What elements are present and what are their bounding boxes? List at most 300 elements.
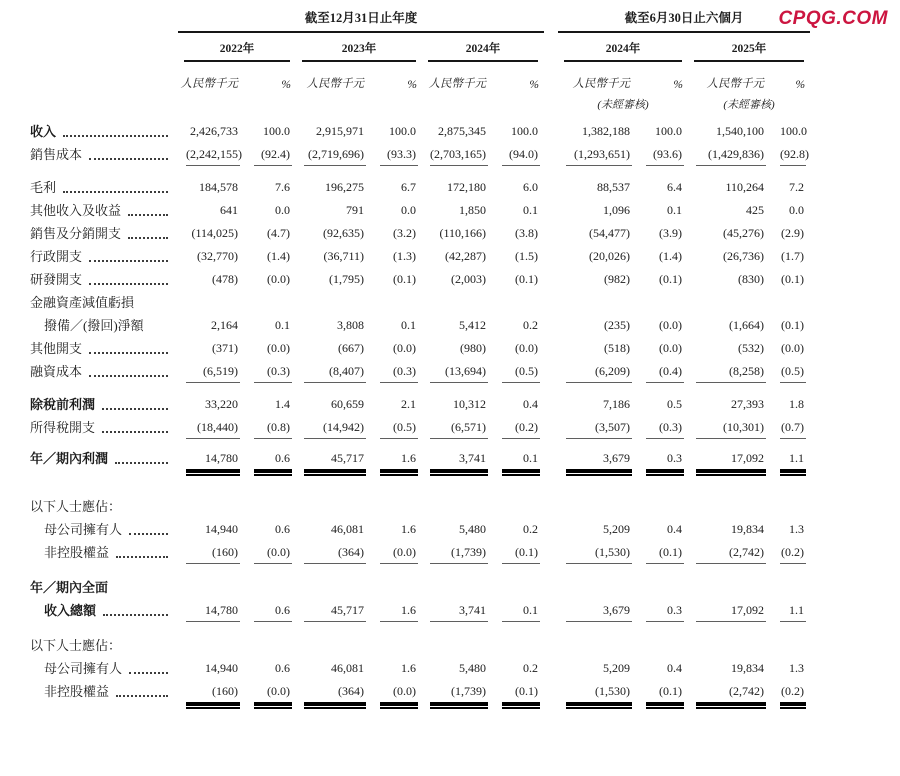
dot-leader — [115, 462, 168, 464]
value-cell — [688, 634, 766, 657]
year-header-row — [26, 33, 810, 62]
value-cell: 791 — [346, 203, 364, 217]
table-row — [26, 416, 810, 441]
percent-cell: (0.5) — [366, 416, 422, 441]
percent-cell — [366, 291, 422, 314]
spacer-row — [26, 385, 810, 393]
row-label — [26, 120, 178, 142]
unit-label: 人民幣千元 — [306, 78, 364, 90]
value-cell — [558, 576, 632, 599]
percent-cell — [240, 576, 296, 599]
value-cell — [688, 495, 766, 518]
percent-cell: 7.6 — [275, 180, 290, 194]
percent-cell — [766, 576, 810, 599]
value-cell: (1,293,651) — [558, 143, 632, 168]
row-label — [26, 199, 178, 221]
value-cell: (2,242,155) — [178, 143, 240, 168]
percent-cell — [632, 576, 688, 599]
percent-cell: 0.1 — [523, 203, 539, 217]
value-cell: (3,507) — [558, 416, 632, 441]
dot-leader — [116, 556, 168, 558]
value-cell: (14,942) — [296, 416, 366, 441]
table-row — [26, 314, 810, 337]
group-gap-cell — [544, 576, 558, 599]
percent-cell — [366, 634, 422, 657]
table-row — [26, 657, 810, 680]
percent-cell: (1.4) — [659, 249, 683, 263]
row-label-text: 撥備／(撥回)淨額 — [44, 318, 144, 333]
value-cell: 1,096 — [603, 203, 631, 217]
row-label-text: 收入 — [30, 124, 57, 139]
row-label-text: 年／期內利潤 — [30, 451, 109, 466]
row-label — [26, 447, 178, 469]
value-cell: 2,426,733 — [190, 124, 238, 138]
percent-cell: (0.1) — [781, 318, 805, 332]
value-cell: 46,081 — [331, 661, 364, 675]
percent-cell — [632, 495, 688, 518]
value-cell: (160) — [178, 541, 240, 566]
row-label — [26, 634, 178, 656]
row-label — [26, 176, 178, 198]
table-row — [26, 680, 810, 708]
table-row — [26, 518, 810, 541]
percent-cell: (0.1) — [515, 272, 539, 286]
group-gap-cell — [544, 120, 558, 143]
row-label — [26, 337, 178, 359]
value-cell: (42,287) — [445, 249, 486, 263]
spacer-row — [26, 475, 810, 495]
percent-cell: 0.5 — [667, 397, 683, 411]
value-cell: (371) — [212, 341, 238, 355]
value-cell: 3,808 — [337, 318, 364, 332]
value-cell: (32,770) — [197, 249, 238, 263]
table-row — [26, 268, 810, 291]
value-cell: 10,312 — [453, 397, 486, 411]
value-cell — [296, 291, 366, 314]
value-cell: (2,742) — [688, 680, 766, 708]
percent-label: % — [673, 79, 684, 91]
percent-cell: (0.1) — [632, 541, 688, 566]
value-cell: (36,711) — [323, 249, 364, 263]
percent-cell: (1.7) — [781, 249, 805, 263]
dot-leader — [103, 614, 168, 616]
value-cell: (980) — [460, 341, 486, 355]
row-label-text: 收入總額 — [44, 603, 97, 618]
percent-cell: 1.6 — [401, 661, 416, 675]
group-gap-cell — [544, 222, 558, 245]
percent-cell: 1.6 — [366, 447, 422, 475]
percent-cell: 0.1 — [667, 203, 683, 217]
percent-cell: 0.4 — [523, 397, 539, 411]
col-group-interim — [558, 4, 810, 33]
row-label — [26, 576, 178, 598]
value-cell: (532) — [738, 341, 765, 355]
value-cell: 1,382,188 — [582, 124, 631, 138]
percent-cell — [488, 495, 544, 518]
row-label-text: 銷售及分銷開支 — [30, 226, 122, 241]
percent-cell — [240, 495, 296, 518]
value-cell: 110,264 — [725, 180, 765, 194]
table-header — [26, 4, 810, 120]
value-cell — [296, 634, 366, 657]
value-cell: 17,092 — [688, 447, 766, 475]
year-header-2022: 2022年 — [178, 33, 296, 62]
percent-cell: 100.0 — [263, 124, 290, 138]
percent-cell: (0.0) — [781, 341, 805, 355]
value-cell: (13,694) — [422, 360, 488, 385]
percent-cell: (3.8) — [515, 226, 539, 240]
percent-cell: 1.6 — [401, 522, 416, 536]
value-cell: (1,530) — [558, 541, 632, 566]
row-label-text: 研發開支 — [30, 272, 83, 287]
unaudited-row — [26, 93, 810, 120]
group-gap-cell — [544, 176, 558, 199]
watermark: CPQG.COM — [778, 8, 888, 29]
group-gap-cell — [544, 518, 558, 541]
table-row — [26, 393, 810, 416]
table-row — [26, 541, 810, 566]
value-cell: (114,025) — [191, 226, 238, 240]
value-cell: (1,739) — [422, 680, 488, 708]
table-row — [26, 291, 810, 314]
value-cell — [422, 495, 488, 518]
dot-leader — [102, 408, 168, 410]
unaudited-label: (未經審核) — [597, 99, 649, 111]
percent-cell — [366, 576, 422, 599]
group-gap-cell — [544, 680, 558, 708]
value-cell — [558, 291, 632, 314]
value-cell: (1,530) — [558, 680, 632, 708]
percent-cell: 0.6 — [275, 522, 290, 536]
value-cell: 3,679 — [558, 447, 632, 475]
financial-table — [26, 4, 810, 722]
percent-cell: (92.4) — [240, 143, 296, 168]
table-row — [26, 495, 810, 518]
value-cell: (92,635) — [323, 226, 364, 240]
table-row — [26, 143, 810, 168]
value-cell: 2,915,971 — [316, 124, 364, 138]
value-cell: 7,186 — [603, 397, 631, 411]
value-cell: 19,834 — [731, 522, 765, 536]
col-group-title: 截至6月30日止六個月 — [558, 8, 810, 33]
spacer-row — [26, 566, 810, 576]
percent-cell: 0.1 — [488, 447, 544, 475]
table-row — [26, 199, 810, 222]
value-cell: (830) — [738, 272, 765, 286]
value-cell: (110,166) — [439, 226, 486, 240]
percent-cell: (0.0) — [659, 341, 683, 355]
value-cell — [558, 495, 632, 518]
percent-cell — [632, 291, 688, 314]
group-header-row — [26, 4, 810, 33]
dot-leader — [129, 533, 168, 535]
percent-cell: (2.9) — [781, 226, 805, 240]
percent-cell: (0.0) — [393, 341, 416, 355]
value-cell: 17,092 — [688, 599, 766, 624]
percent-cell — [240, 291, 296, 314]
percent-cell — [240, 634, 296, 657]
percent-cell: (0.0) — [366, 541, 422, 566]
group-gap-cell — [544, 447, 558, 475]
dot-leader — [128, 237, 168, 239]
row-label — [26, 599, 178, 621]
percent-cell: 0.2 — [523, 661, 539, 675]
percent-cell: 1.1 — [766, 599, 810, 624]
value-cell: (18,440) — [178, 416, 240, 441]
percent-cell: (0.1) — [488, 541, 544, 566]
value-cell: (26,736) — [723, 249, 765, 263]
percent-cell: 1.1 — [766, 447, 810, 475]
percent-cell: (0.0) — [515, 341, 539, 355]
value-cell: 27,393 — [731, 397, 765, 411]
value-cell — [422, 634, 488, 657]
row-label-text: 毛利 — [30, 180, 57, 195]
value-cell: (982) — [604, 272, 631, 286]
row-label-text: 行政開支 — [30, 249, 83, 264]
table-row — [26, 634, 810, 657]
percent-cell: (0.2) — [766, 680, 810, 708]
row-label — [26, 268, 178, 290]
unit-label: 人民幣千元 — [428, 78, 486, 90]
group-gap-cell — [544, 657, 558, 680]
percent-cell: 1.4 — [275, 397, 290, 411]
value-cell — [296, 576, 366, 599]
dot-leader — [89, 158, 168, 160]
percent-cell: 0.1 — [488, 599, 544, 624]
year-header-2023: 2023年 — [296, 33, 422, 62]
value-cell: 3,741 — [422, 599, 488, 624]
row-label-text: 金融資產減值虧損 — [30, 295, 135, 310]
value-cell: (364) — [296, 541, 366, 566]
row-label — [26, 657, 178, 679]
label-column-header — [26, 4, 178, 33]
percent-cell: (1.5) — [515, 249, 539, 263]
percent-cell — [488, 634, 544, 657]
percent-cell: 1.3 — [789, 661, 805, 675]
percent-cell: (0.1) — [781, 272, 805, 286]
dot-leader — [63, 135, 168, 137]
percent-cell: (3.9) — [659, 226, 683, 240]
row-label-text: 所得稅開支 — [30, 420, 96, 435]
row-label — [26, 541, 178, 563]
percent-cell: (93.3) — [366, 143, 422, 168]
value-cell: 14,780 — [178, 447, 240, 475]
value-cell: (2,742) — [688, 541, 766, 566]
value-cell: (6,571) — [422, 416, 488, 441]
table-row — [26, 599, 810, 624]
group-gap-cell — [544, 599, 558, 624]
value-cell: 60,659 — [331, 397, 364, 411]
value-cell: 196,275 — [325, 180, 364, 194]
percent-cell: (0.1) — [659, 272, 683, 286]
value-cell: 14,940 — [205, 661, 238, 675]
row-label — [26, 416, 178, 438]
unit-header-row — [26, 62, 810, 93]
table-row — [26, 337, 810, 360]
value-cell: 45,717 — [296, 447, 366, 475]
value-cell: (364) — [296, 680, 366, 708]
percent-cell: (93.6) — [632, 143, 688, 168]
row-label-text: 母公司擁有人 — [44, 522, 123, 537]
dot-leader — [89, 352, 168, 354]
value-cell: (235) — [604, 318, 631, 332]
dot-leader — [102, 431, 168, 433]
percent-cell: 0.1 — [275, 318, 290, 332]
percent-cell: (0.4) — [632, 360, 688, 385]
value-cell: 425 — [746, 203, 765, 217]
dot-leader — [116, 695, 168, 697]
table-row — [26, 176, 810, 199]
value-cell: (45,276) — [723, 226, 765, 240]
percent-cell — [766, 634, 810, 657]
row-label — [26, 495, 178, 517]
value-cell: 641 — [220, 203, 238, 217]
group-gap-cell — [544, 634, 558, 657]
percent-cell: (0.0) — [240, 541, 296, 566]
value-cell: (8,258) — [688, 360, 766, 385]
unit-label: 人民幣千元 — [706, 78, 765, 90]
row-label — [26, 393, 178, 415]
dot-leader — [89, 260, 168, 262]
percent-cell: (0.3) — [632, 416, 688, 441]
spacer-row — [26, 168, 810, 176]
group-gap-cell — [544, 541, 558, 566]
value-cell: (10,301) — [688, 416, 766, 441]
percent-label: % — [529, 79, 540, 91]
percent-cell: 100.0 — [389, 124, 416, 138]
percent-cell: 0.2 — [523, 318, 539, 332]
percent-cell: (1.3) — [393, 249, 416, 263]
row-label — [26, 360, 178, 382]
row-label — [26, 222, 178, 244]
value-cell: 1,540,100 — [716, 124, 765, 138]
group-gap-cell — [544, 143, 558, 168]
percent-cell: (0.5) — [766, 360, 810, 385]
value-cell: 2,875,345 — [438, 124, 486, 138]
percent-cell: (0.0) — [267, 272, 290, 286]
percent-cell: 100.0 — [655, 124, 683, 138]
percent-cell: 100.0 — [511, 124, 539, 138]
row-label — [26, 680, 178, 702]
percent-label: % — [407, 79, 417, 91]
percent-cell: 0.0 — [275, 203, 290, 217]
value-cell: (2,003) — [451, 272, 486, 286]
group-gap-cell — [544, 360, 558, 385]
percent-cell: (0.0) — [240, 680, 296, 708]
value-cell: (8,407) — [296, 360, 366, 385]
table-row — [26, 222, 810, 245]
percent-cell: 0.0 — [401, 203, 416, 217]
value-cell — [296, 495, 366, 518]
percent-cell: 0.6 — [240, 599, 296, 624]
percent-cell: 6.7 — [401, 180, 416, 194]
row-label-text: 非控股權益 — [44, 545, 110, 560]
col-group-annual — [178, 4, 544, 33]
percent-cell: (0.7) — [766, 416, 810, 441]
percent-label: % — [281, 79, 291, 91]
percent-cell: 0.0 — [789, 203, 805, 217]
value-cell: (20,026) — [589, 249, 631, 263]
percent-cell: (0.0) — [267, 341, 290, 355]
spacer-row — [26, 624, 810, 634]
group-gap-cell — [544, 495, 558, 518]
row-label-text: 年／期內全面 — [30, 580, 109, 595]
percent-cell: 1.8 — [789, 397, 805, 411]
col-group-title: 截至12月31日止年度 — [178, 8, 544, 33]
value-cell: 5,209 — [603, 661, 631, 675]
value-cell: (2,719,696) — [296, 143, 366, 168]
value-cell: 14,940 — [205, 522, 238, 536]
percent-cell: 0.3 — [632, 447, 688, 475]
row-label-text: 以下人士應佔： — [30, 638, 122, 653]
dot-leader — [89, 375, 168, 377]
percent-cell: 0.1 — [401, 318, 416, 332]
row-label — [26, 143, 178, 165]
dot-leader — [128, 214, 168, 216]
percent-cell: (0.5) — [488, 360, 544, 385]
percent-cell: (0.2) — [488, 416, 544, 441]
percent-cell: (4.7) — [267, 226, 290, 240]
percent-cell: 0.6 — [275, 661, 290, 675]
percent-cell — [766, 495, 810, 518]
row-label-text: 除稅前利潤 — [30, 397, 96, 412]
value-cell: (1,795) — [329, 272, 364, 286]
value-cell: 5,209 — [603, 522, 631, 536]
percent-cell: 2.1 — [401, 397, 416, 411]
percent-cell — [488, 576, 544, 599]
value-cell: 88,537 — [597, 180, 631, 194]
row-label-text: 其他收入及收益 — [30, 203, 122, 218]
percent-cell: (0.1) — [393, 272, 416, 286]
value-cell: (2,703,165) — [422, 143, 488, 168]
group-gap-cell — [544, 337, 558, 360]
value-cell: 14,780 — [178, 599, 240, 624]
row-label-text: 融資成本 — [30, 364, 83, 379]
group-gap-cell — [544, 393, 558, 416]
value-cell: 172,180 — [447, 180, 486, 194]
percent-cell: 0.6 — [240, 447, 296, 475]
row-label — [26, 518, 178, 540]
group-gap-cell — [544, 268, 558, 291]
dot-leader — [129, 672, 168, 674]
year-header-6m2025: 2025年 — [688, 33, 810, 62]
value-cell: 19,834 — [731, 661, 765, 675]
value-cell — [422, 291, 488, 314]
percent-cell: (0.8) — [240, 416, 296, 441]
percent-cell: (0.1) — [488, 680, 544, 708]
percent-cell: 0.4 — [667, 522, 683, 536]
value-cell — [422, 576, 488, 599]
percent-cell: (0.0) — [366, 680, 422, 708]
value-cell: 2,164 — [211, 318, 238, 332]
value-cell: 1,850 — [459, 203, 486, 217]
percent-cell: (0.3) — [240, 360, 296, 385]
value-cell: (1,664) — [729, 318, 765, 332]
value-cell: (478) — [212, 272, 238, 286]
row-label — [26, 291, 178, 313]
percent-cell: 100.0 — [780, 124, 808, 138]
percent-cell — [632, 634, 688, 657]
value-cell — [178, 495, 240, 518]
group-gap-cell — [544, 416, 558, 441]
percent-cell: 1.3 — [789, 522, 805, 536]
value-cell: (6,519) — [178, 360, 240, 385]
value-cell: 33,220 — [205, 397, 238, 411]
unaudited-label: (未經審核) — [723, 99, 775, 111]
percent-cell: (0.0) — [659, 318, 683, 332]
percent-cell: (94.0) — [488, 143, 544, 168]
value-cell: (54,477) — [589, 226, 631, 240]
